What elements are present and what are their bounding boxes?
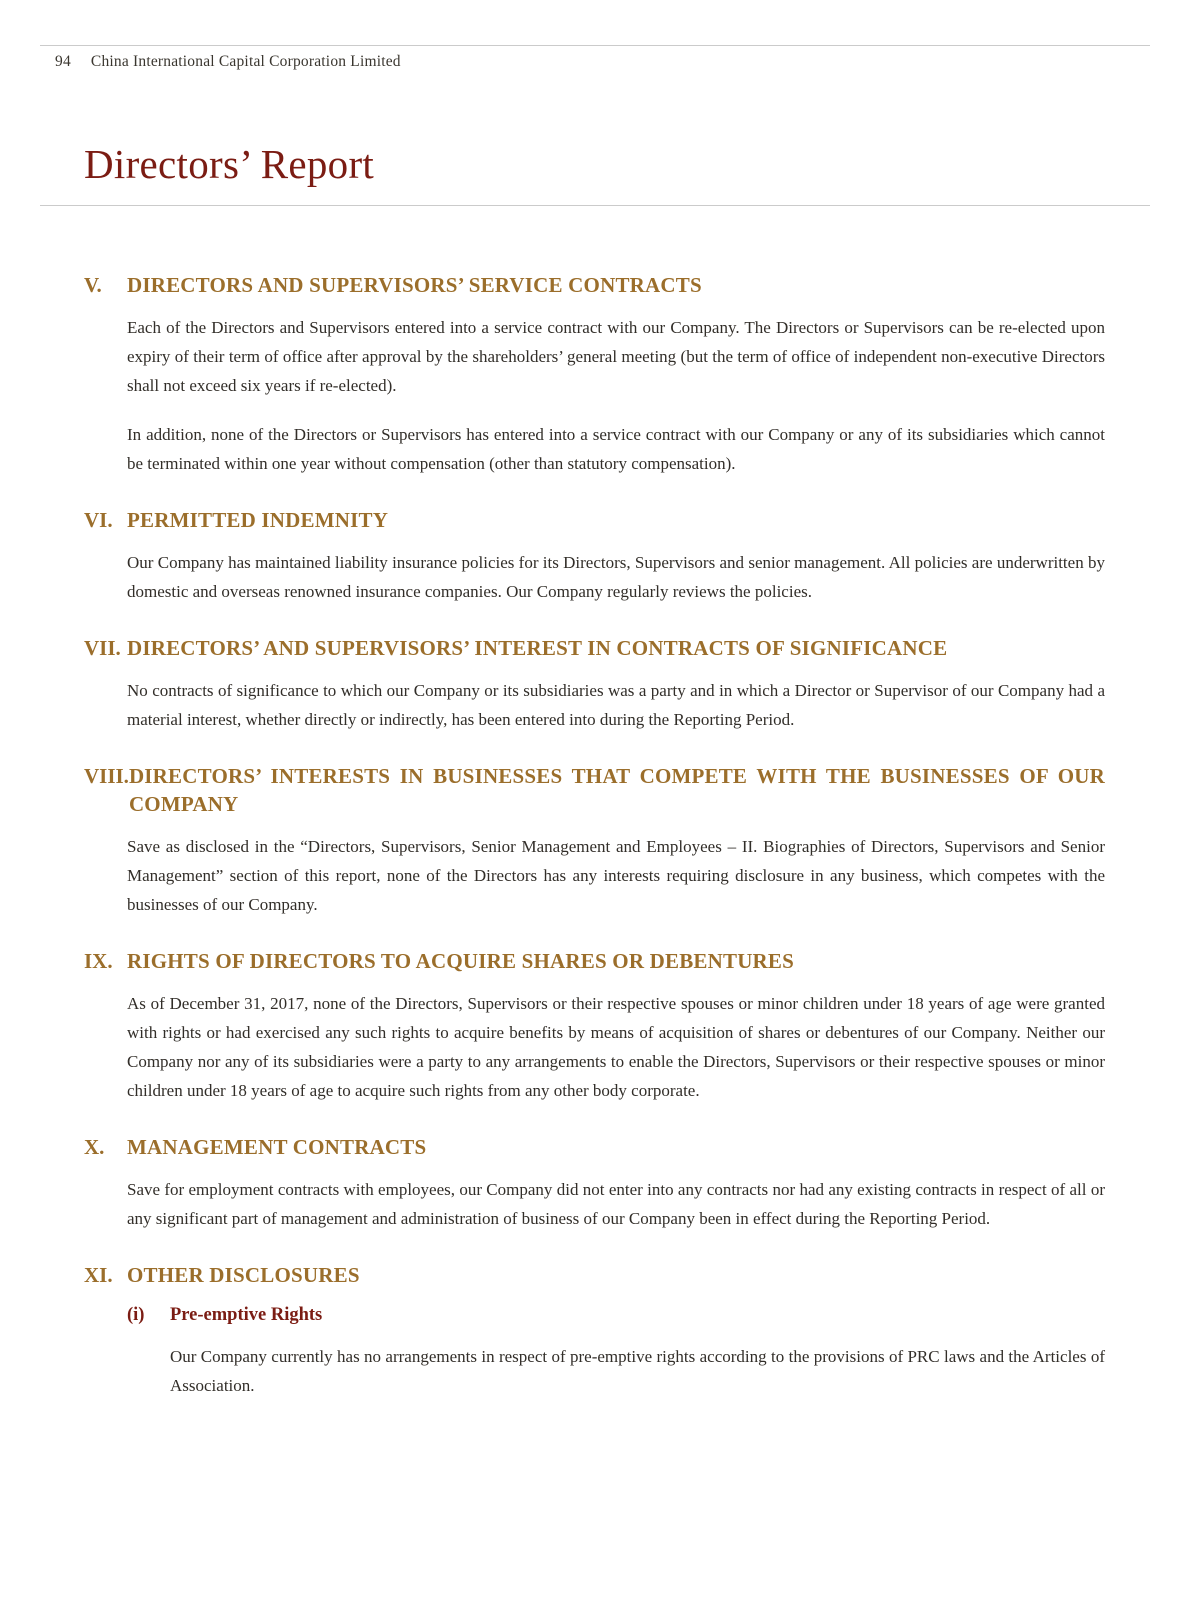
body-paragraph: No contracts of significance to which our Company or its subsidiaries was a party and in which a Director or Supervisor of our Company had a material interest, whether directly or indirectly, has been entered into during the Reporting Period.: [127, 681, 1105, 729]
section-number: X.: [84, 1135, 105, 1159]
section-number: VII.: [84, 636, 121, 660]
section-body: [84, 832, 1105, 919]
section-number: VI.: [84, 508, 113, 532]
page-number: 94: [55, 53, 71, 70]
section-body: [84, 1303, 1105, 1400]
report-subsection: [127, 1303, 1105, 1400]
body-paragraph: In addition, none of the Directors or Supervisors has entered into a service contract with our Company or any of its subsidiaries which cannot be terminated within one year without compensation (other than statutory compensation).: [127, 425, 1105, 473]
report-section: [84, 762, 1105, 919]
section-number: VIII.: [84, 764, 129, 788]
report-section: [84, 1133, 1105, 1233]
body-paragraph: Our Company currently has no arrangements in respect of pre-emptive rights according to the provisions of PRC laws and the Articles of Association.: [170, 1347, 1105, 1395]
section-heading: MANAGEMENT CONTRACTS: [127, 1135, 427, 1159]
section-heading-row: [84, 1261, 1105, 1289]
report-body: [0, 205, 1190, 1400]
report-section: [84, 947, 1105, 1105]
section-heading-row: [84, 634, 1105, 662]
section-heading-row: [84, 947, 1105, 975]
running-header: [55, 53, 401, 71]
report-section: [84, 271, 1105, 478]
section-heading: DIRECTORS’ AND SUPERVISORS’ INTEREST IN CONTRACTS OF SIGNIFICANCE: [127, 636, 948, 660]
section-body: [84, 313, 1105, 478]
section-number: XI.: [84, 1263, 113, 1287]
body-paragraph: As of December 31, 2017, none of the Directors, Supervisors or their respective spouses or minor children under 18 years of age were granted with rights or had exercised any such rights to acquire benefits by means of acquisition of shares or debentures of our Company. Neither our Company nor any of its subsidiaries were a party to any arrangements to enable the Directors, Supervisors or their respective spouses or minor children under 18 years of age to acquire such rights from any other body corporate.: [127, 994, 1105, 1100]
section-heading: DIRECTORS AND SUPERVISORS’ SERVICE CONTRACTS: [127, 273, 702, 297]
header-top-rule: [40, 45, 1150, 46]
section-heading: DIRECTORS’ INTERESTS IN BUSINESSES THAT COMPETE WITH THE BUSINESSES OF OUR COMPANY: [128, 764, 1105, 816]
section-heading-row: [84, 506, 1105, 534]
section-number: V.: [84, 273, 102, 297]
report-section: [84, 634, 1105, 734]
section-body: [84, 676, 1105, 734]
section-body: [84, 548, 1105, 606]
section-heading-row: [84, 271, 1105, 299]
section-body: [84, 1175, 1105, 1233]
body-paragraph: Save as disclosed in the “Directors, Supervisors, Senior Management and Employees – II. Biographies of Directors, Supervisors and Senior Management” section of this report, none of the Directors has any interests requiring disclosure in any business, which competes with the businesses of our Company.: [127, 837, 1105, 914]
subsection-number: (i): [127, 1305, 145, 1325]
section-body: [84, 989, 1105, 1105]
subsection-heading: Pre-emptive Rights: [170, 1305, 323, 1325]
section-heading-row: [84, 762, 1105, 818]
body-paragraph: Save for employment contracts with employees, our Company did not enter into any contracts nor had any existing contracts in respect of all or any significant part of management and administration of business of our Company been in effect during the Reporting Period.: [127, 1180, 1105, 1228]
page-title: Directors’ Report: [84, 141, 375, 187]
section-heading-row: [84, 1133, 1105, 1161]
body-paragraph: Our Company has maintained liability insurance policies for its Directors, Supervisors and senior management. All policies are underwritten by domestic and overseas renowned insurance companies. Our Company regularly reviews the policies.: [127, 553, 1105, 601]
body-paragraph: Each of the Directors and Supervisors entered into a service contract with our Company. The Directors or Supervisors can be re-elected upon expiry of their term of office after approval by the shareholders’ general meeting (but the term of office of independent non-executive Directors shall not exceed six years if re-elected).: [127, 318, 1105, 395]
subsection-body: [127, 1342, 1105, 1400]
section-heading: RIGHTS OF DIRECTORS TO ACQUIRE SHARES OR DEBENTURES: [127, 949, 795, 973]
section-heading: OTHER DISCLOSURES: [127, 1263, 360, 1287]
subsection-heading-row: [127, 1303, 1105, 1328]
section-heading: PERMITTED INDEMNITY: [127, 508, 389, 532]
company-name: China International Capital Corporation Limited: [90, 53, 401, 70]
section-number: IX.: [84, 949, 113, 973]
report-section: [84, 506, 1105, 606]
report-section: [84, 1261, 1105, 1400]
